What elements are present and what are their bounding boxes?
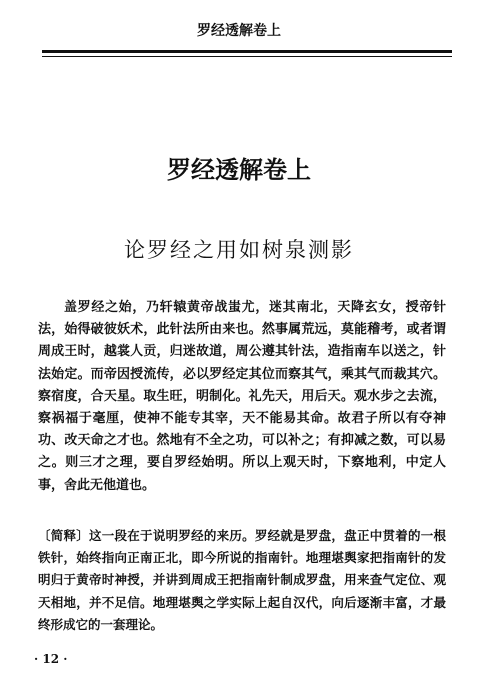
section-title: 论罗经之用如树泉测影 [124,238,354,262]
header-rule-thick [42,50,452,53]
chapter-title: 罗经透解卷上 [167,156,311,184]
body-paragraph: 盖罗经之始，乃轩辕黄帝战蚩尤，迷其南北，天降玄女，授帝针法，始得破彼妖术，此针法所由来也。然事属荒远，莫能稽考，或者谓周成王时，越裳人贡，归迷故道，周公遵其针法，造指南车以送之，针法始定。而帝因授流传，必以罗经定其位而察其气，乘其气而裁其穴。察宿度，合天星。取生旺，明制化。礼先天，用后天。观水步之去流，察祸福于毫厘，使神不能专其宰，天不能易其命。故君子所以有夺神功、改天命之才也。然地有不全之功，可以补之；有抑减之数，可以易之。则三才之理，要自罗经始明。所以上观天时，下察地利，中定人事，舍此无他道也。 [38,300,446,493]
commentary-paragraph: 〔简释〕这一段在于说明罗经的来历。罗经就是罗盘，盘正中贯着的一根铁针，始终指向正南正北，即今所说的指南针。地理堪舆家把指南针的发明归于黄帝时神授，并讲到周成王把指南针制成罗盘，用来查气定位、观天相地，并不足信。地理堪舆之学实际上起自汉代，向后逐渐丰富，才最终形成它的一套理论。 [38,528,446,632]
page-number: · 12 · [34,652,68,666]
running-header-title: 罗经透解卷上 [197,23,281,39]
header-rule-thin [42,56,452,57]
